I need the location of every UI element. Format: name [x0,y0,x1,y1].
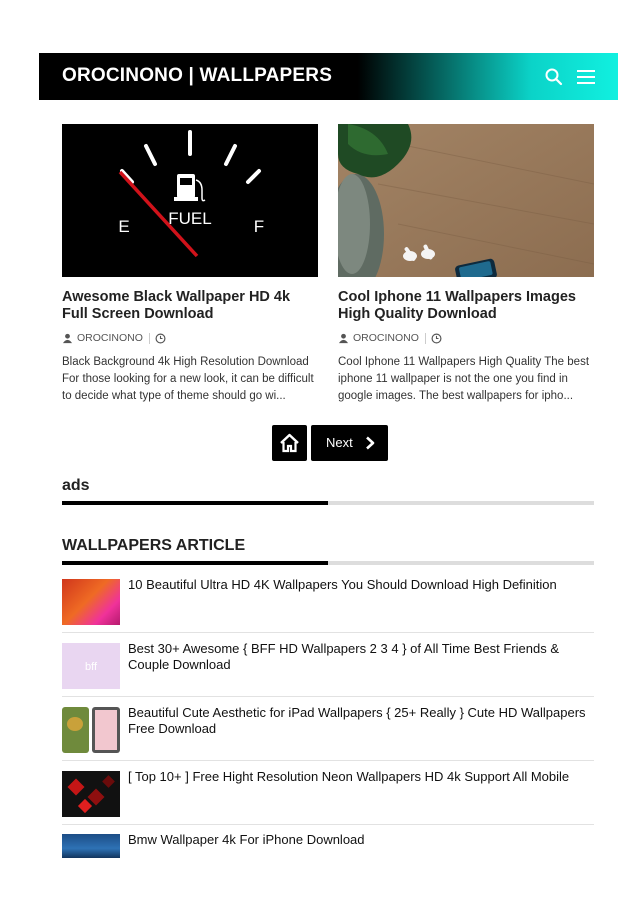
fuel-label: FUEL [168,209,212,228]
list-item-title[interactable]: [ Top 10+ ] Free Hight Resolution Neon Wallpapers HD 4k Support All Mobile [128,769,570,784]
list-divider [62,632,594,633]
post-meta [62,331,318,345]
post-card[interactable] [338,124,594,405]
meta-divider [149,333,150,344]
article-list-divider [62,561,594,565]
list-divider [62,696,594,697]
ads-heading: ads [62,477,90,494]
list-divider [62,824,594,825]
list-item-title[interactable]: Best 30+ Awesome { BFF HD Wallpapers 2 3 4 } of All Time Best Friends & Couple Download [128,641,559,672]
author-icon [338,333,349,344]
hamburger-menu-icon[interactable] [575,67,597,87]
post-thumbnail-iphone-desk[interactable] [338,124,594,277]
next-label: Next [326,435,353,450]
home-button[interactable] [272,425,307,461]
next-page-button[interactable] [311,425,388,461]
clock-icon [155,333,166,344]
post-meta [338,331,594,345]
empty-label: E [118,217,130,236]
list-item[interactable] [62,769,594,832]
list-divider [62,760,594,761]
site-header [39,53,618,100]
list-item-title[interactable]: 10 Beautiful Ultra HD 4K Wallpapers You Should Download High Definition [128,577,557,592]
article-list-heading: WALLPAPERS ARTICLE [62,537,246,554]
post-excerpt: Black Background 4k High Resolution Download For those looking for a new look, it can be difficult to decide what type of theme should go wi... [62,356,314,402]
list-item[interactable] [62,832,594,895]
list-item[interactable] [62,577,594,640]
list-item-thumbnail[interactable] [62,834,120,858]
list-item[interactable] [62,641,594,704]
post-excerpt: Cool Iphone 11 Wallpapers High Quality The best iphone 11 wallpaper is not the one you find in google images. The best wallpapers for ipho... [338,356,590,402]
post-title[interactable]: Cool Iphone 11 Wallpapers Images High Quality Download [338,289,576,322]
list-item-thumbnail[interactable] [62,707,120,753]
list-item-thumbnail[interactable] [62,643,120,689]
post-thumbnail-fuel-gauge[interactable] [62,124,318,277]
post-card[interactable] [62,124,318,405]
site-title[interactable]: OROCINONO | WALLPAPERS [62,65,333,86]
list-item-thumbnail[interactable] [62,771,120,817]
list-item-thumbnail[interactable] [62,579,120,625]
chevron-right-icon [364,436,376,450]
search-icon[interactable] [544,67,564,87]
list-item[interactable] [62,705,594,768]
clock-icon [431,333,442,344]
ads-divider [62,501,594,505]
list-item-title[interactable]: Beautiful Cute Aesthetic for iPad Wallpapers { 25+ Really } Cute HD Wallpapers Free Download [128,705,586,736]
thumbnail-caption: bff [84,661,98,673]
post-title[interactable]: Awesome Black Wallpaper HD 4k Full Screen Download [62,289,291,322]
home-icon [272,425,307,461]
post-author[interactable]: OROCINONO [77,332,143,344]
full-label: F [253,217,265,236]
meta-divider [425,333,426,344]
author-icon [62,333,73,344]
list-item-title[interactable]: Bmw Wallpaper 4k For iPhone Download [128,832,365,847]
post-author[interactable]: OROCINONO [353,332,419,344]
